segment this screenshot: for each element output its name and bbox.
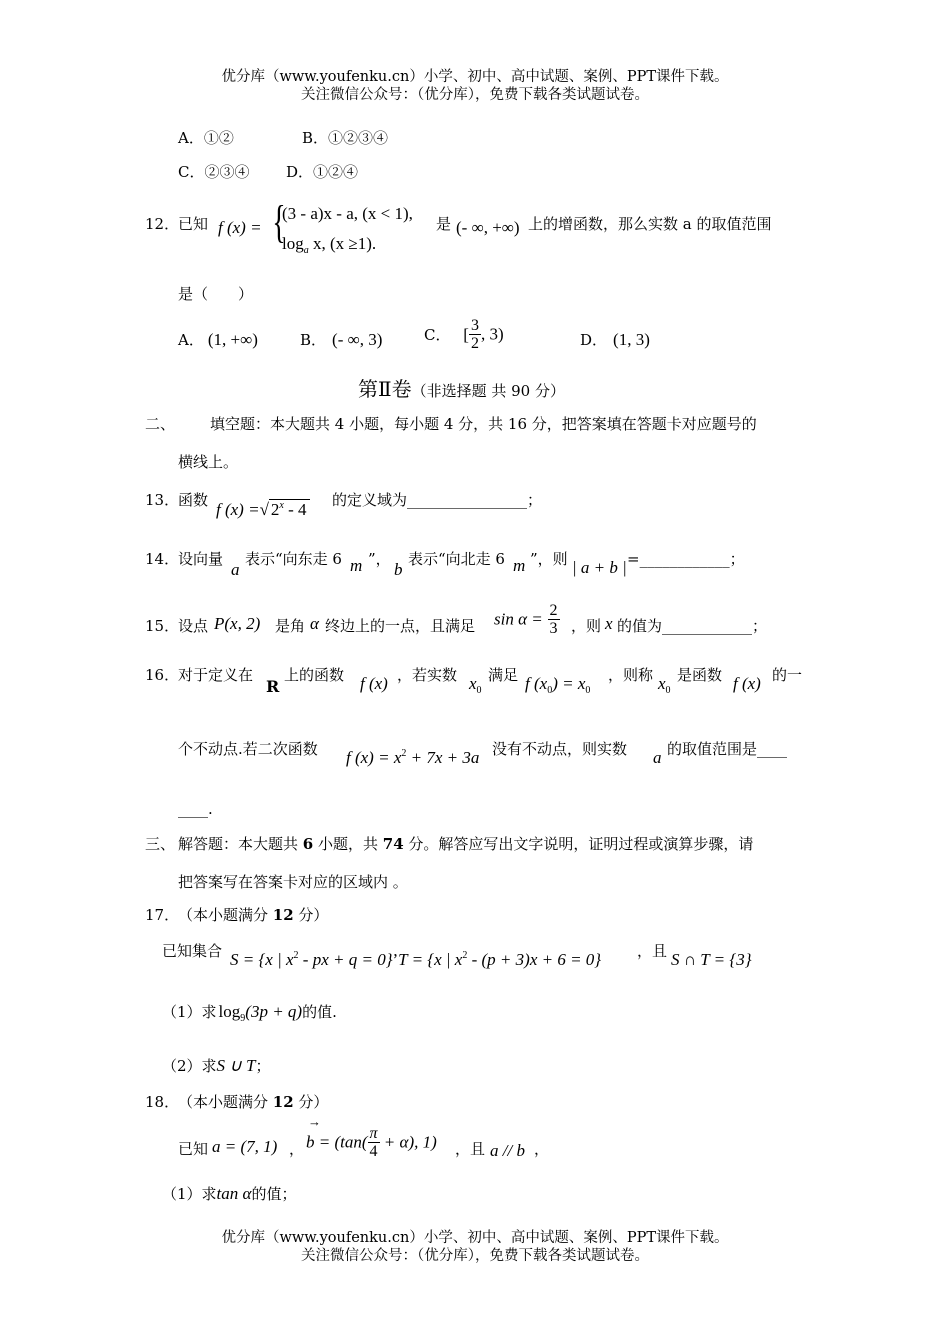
section-3-line-2: 把答案写在答案卡对应的区域内 。 — [178, 873, 408, 891]
q12-option-c — [424, 317, 504, 352]
q14-text-6: =____________； — [627, 550, 745, 568]
text: 解答题：本大题共 — [178, 835, 303, 853]
q12-text-2: 是 — [436, 215, 452, 233]
q17-text-1: 已知集合 — [162, 942, 223, 960]
q14-text-3: ”， — [368, 550, 391, 568]
option-text: ①②④ — [313, 163, 359, 181]
subscript: 0 — [547, 685, 553, 696]
q11-option-d — [286, 161, 358, 182]
fq-rest: + 7x + 3a — [406, 748, 480, 767]
rest: - 4 — [283, 500, 307, 519]
q14-text-5: ”，则 — [530, 550, 568, 568]
q15-number: 15． — [145, 617, 180, 635]
q12-option-b — [300, 329, 382, 350]
q15-sin-equation — [494, 602, 560, 637]
text: 分） — [293, 906, 329, 924]
sin-expr: sin α = — [494, 609, 543, 629]
log-base: a — [303, 245, 309, 256]
q12-case-1: (3 - a)x - a, (x < 1), — [282, 204, 413, 223]
q15-alpha: α — [310, 614, 319, 633]
q12-text-4: 是（ ） — [178, 285, 254, 303]
q14-text-2: 表示“向东走 6 — [245, 550, 342, 568]
x: x — [469, 674, 477, 693]
text: ； — [255, 1057, 271, 1075]
q12-number: 12． — [145, 215, 180, 233]
t-rest: - (p + 3)x + 6 = 0} — [467, 950, 602, 969]
q12-case-2 — [282, 234, 376, 256]
count: 6 — [302, 835, 314, 853]
option-label: C． — [178, 163, 205, 181]
label: （1）求 — [162, 1003, 217, 1021]
option-label: D． — [286, 163, 314, 181]
option-text: (- ∞, 3) — [332, 330, 383, 349]
option-text: ①②③④ — [328, 129, 389, 147]
label: （2）求 — [162, 1057, 217, 1075]
part-note: （非选择题 共 90 分） — [411, 382, 565, 400]
q18-parallel: a // b — [490, 1141, 525, 1160]
q16-text-4: 满足 — [488, 666, 519, 684]
eq-right: ) = x — [552, 674, 586, 693]
q14-text-1: 设向量 — [178, 550, 224, 568]
q14-text-4: 表示“向北走 6 — [408, 550, 505, 568]
q16-fixed-point-eq — [525, 674, 590, 696]
s-left: S = {x | x — [230, 950, 294, 969]
q16-function: f (x) — [360, 674, 388, 693]
q18-text-2: ， — [289, 1140, 305, 1158]
q18-heading — [178, 1091, 328, 1112]
q12-text-1: 已知 — [178, 215, 209, 233]
section-3-line-1 — [178, 833, 753, 854]
score: 74 — [382, 835, 404, 853]
q16-number: 16． — [145, 666, 180, 684]
q12-option-a — [178, 329, 258, 350]
q18-text-3: ，且 — [455, 1140, 486, 1158]
q16-x0-2 — [658, 674, 671, 696]
q15-text-4: ，则 — [571, 617, 602, 635]
part-title: 第Ⅱ卷 — [358, 377, 412, 401]
q11-option-b — [302, 127, 388, 148]
q16-a: a — [653, 748, 662, 767]
text: 分） — [293, 1093, 329, 1111]
q14-expression: | a + b | — [572, 558, 627, 577]
subscript: 0 — [665, 685, 671, 696]
option-label: D． — [580, 331, 608, 349]
q13-function: f (x) =√ 2$^x$ - 4 — [216, 500, 310, 520]
text: 分。解答应写出文字说明，证明过程或演算步骤，请 — [403, 835, 754, 853]
fraction — [469, 317, 481, 352]
option-text: ①② — [203, 129, 234, 147]
q12-interval: (- ∞, +∞) — [456, 218, 520, 237]
section-2-number: 二、 — [145, 415, 176, 433]
footer-line-2: 关注微信公众号：（优分库），免费下载各类试题试卷。 — [301, 1248, 649, 1264]
q15-x: x — [605, 614, 613, 633]
base: 2 — [270, 500, 280, 519]
q18-vector-a: a = (7, 1) — [212, 1137, 278, 1156]
score: 12 — [272, 1093, 294, 1111]
q16-line2-text-3: 的取值范围是____ — [667, 740, 788, 758]
q15-text-2: 是角 — [275, 617, 306, 635]
q17-intersection: S ∩ T = {3} — [671, 950, 752, 969]
denominator: 4 — [369, 1143, 378, 1160]
q18-part-1 — [162, 1183, 296, 1204]
radicand — [269, 499, 310, 519]
q14-unit-1: m — [350, 556, 363, 575]
q16-text-3: ，若实数 — [397, 666, 458, 684]
score: 12 — [272, 906, 294, 924]
option-label: B． — [300, 331, 327, 349]
fraction — [548, 602, 560, 637]
fq-left: f (x) = x — [346, 748, 402, 767]
q18-vector-b — [306, 1125, 437, 1160]
fraction — [368, 1125, 380, 1160]
b-right: + α), 1) — [379, 1132, 437, 1152]
text: （本小题满分 — [178, 1093, 273, 1111]
option-rest: , 3) — [480, 324, 504, 344]
q17-text-2: ，且 — [637, 942, 668, 960]
q12-brace: { — [272, 196, 286, 247]
q17-part-2 — [162, 1055, 270, 1076]
q16-text-7: 的一 — [772, 666, 803, 684]
q17-number: 17． — [145, 906, 180, 924]
option-text: ②③④ — [204, 163, 250, 181]
header-line-1: 优分库（www.youfenku.cn）小学、初中、高中试题、案例、PPT课件下载。 — [221, 69, 729, 85]
q16-quadratic — [346, 748, 479, 768]
q13-text-2: 的定义域为________________； — [332, 491, 543, 509]
q13-number: 13． — [145, 491, 180, 509]
bracket: [ — [463, 324, 469, 344]
superscript: 2 — [293, 950, 299, 961]
q11-option-c — [178, 161, 250, 182]
fx: f (x) = — [216, 500, 260, 519]
q15-text-3: 终边上的一点，且满足 — [325, 617, 476, 635]
t-left: T = {x | x — [398, 950, 463, 969]
log: log — [282, 234, 304, 253]
option-label: C． — [424, 326, 451, 344]
part-2-title — [358, 373, 565, 402]
q16-text-1: 对于定义在 — [178, 666, 254, 684]
superscript: 2 — [462, 950, 468, 961]
numerator: 2 — [549, 602, 558, 619]
q15-text-1: 设点 — [178, 617, 209, 635]
eq-left: f (x — [525, 674, 548, 693]
q17-heading — [178, 904, 328, 925]
q17-part-1 — [162, 1001, 337, 1024]
x: x — [658, 674, 666, 693]
subscript: 0 — [476, 685, 482, 696]
separator: ’ — [392, 950, 399, 969]
q16-x0 — [469, 674, 482, 696]
b-left: b = (tan( — [306, 1132, 368, 1152]
q18-text-4: ， — [534, 1140, 550, 1158]
exponent: x — [279, 500, 284, 511]
q13-text-1: 函数 — [178, 491, 209, 509]
superscript: 2 — [401, 748, 407, 759]
option-label: A． — [178, 331, 204, 349]
header-line-2: 关注微信公众号：（优分库），免费下载各类试题试卷。 — [301, 87, 649, 103]
q16-text-2: 上的函数 — [284, 666, 345, 684]
q18-number: 18． — [145, 1093, 180, 1111]
subscript: 0 — [585, 685, 591, 696]
q12-option-d — [580, 329, 650, 350]
tan-expr: tan α — [216, 1184, 252, 1203]
log-arg: (3p + q) — [245, 1002, 303, 1021]
q12-function: f (x) = — [218, 218, 262, 237]
footer-line-1: 优分库（www.youfenku.cn）小学、初中、高中试题、案例、PPT课件下载。 — [221, 1230, 729, 1246]
vector-arrow-icon: → — [308, 1114, 321, 1129]
label: （1）求 — [162, 1185, 217, 1203]
q16-reals: R — [266, 677, 280, 696]
text: （本小题满分 — [178, 906, 273, 924]
q16-text-6: 是函数 — [677, 666, 723, 684]
numerator: 3 — [470, 317, 479, 334]
q16-text-5: ，则称 — [608, 666, 654, 684]
q15-text-5: 的值为____________； — [617, 617, 768, 635]
q15-point: P(x, 2) — [214, 614, 261, 633]
section-2-line-2: 横线上。 — [178, 453, 239, 471]
q14-unit-2: m — [513, 556, 526, 575]
q12-text-3: 上的增函数，那么实数 a 的取值范围 — [528, 215, 772, 233]
log: log — [218, 1002, 241, 1021]
option-label: B． — [302, 129, 329, 147]
log-base: 9 — [240, 1013, 246, 1024]
s-rest: - px + q = 0} — [298, 950, 393, 969]
q16-line2-text-2: 没有不动点，则实数 — [492, 740, 628, 758]
q16-function-2: f (x) — [733, 674, 761, 693]
case-2-rest: x, (x ≥1). — [308, 234, 377, 253]
q18-text-1: 已知 — [178, 1140, 209, 1158]
q14-vector-a: a — [231, 560, 240, 579]
denominator: 3 — [549, 620, 558, 637]
q16-line2-text-1: 个不动点.若二次函数 — [178, 740, 318, 758]
q14-number: 14． — [145, 550, 180, 568]
section-3-number: 三、 — [145, 835, 176, 853]
denominator: 2 — [470, 335, 479, 352]
numerator: π — [369, 1125, 378, 1142]
option-label: A． — [178, 129, 204, 147]
q11-option-a — [178, 127, 234, 148]
option-text: (1, +∞) — [207, 330, 258, 349]
union-expr: S ∪ T — [216, 1056, 256, 1075]
text: 小题，共 — [313, 835, 383, 853]
q17-set-s — [230, 950, 601, 970]
q16-line3: ____. — [178, 800, 213, 818]
q14-vector-b: b — [394, 560, 403, 579]
text: 的值. — [302, 1003, 337, 1021]
section-2-line-1: 填空题：本大题共 4 小题，每小题 4 分，共 16 分，把答案填在答题卡对应题号的 — [210, 415, 757, 433]
option-text: (1, 3) — [613, 330, 650, 349]
text: 的值； — [251, 1185, 297, 1203]
